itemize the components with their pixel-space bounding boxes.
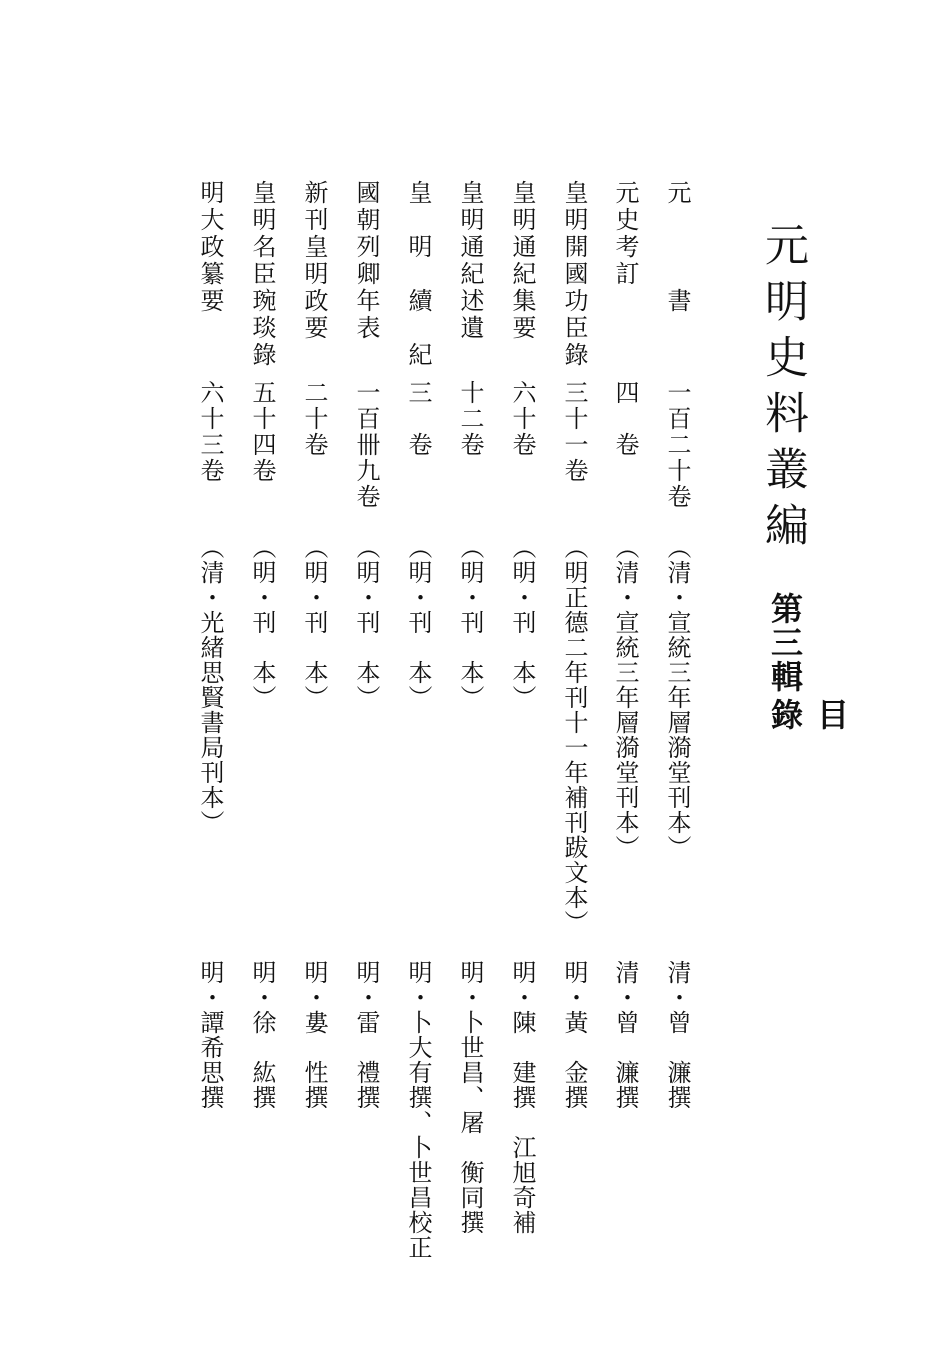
entry-volumes: 六十卷 bbox=[508, 380, 536, 458]
entry-author: 明・譚希思撰 bbox=[196, 960, 224, 1110]
entry-title: 皇明通紀集要 bbox=[508, 180, 536, 342]
entry-title: 皇明通紀述遺 bbox=[456, 180, 484, 342]
entry-author: 清・曾 濂撰 bbox=[611, 960, 639, 1110]
entry-author: 明・婁 性撰 bbox=[300, 960, 328, 1110]
toc-heading-char: 錄 bbox=[766, 698, 804, 730]
entry-column bbox=[453, 180, 487, 1300]
entry-column bbox=[297, 180, 331, 1300]
entry-volumes: 六十三卷 bbox=[196, 380, 224, 484]
entry-column bbox=[505, 180, 539, 1300]
entry-title: 元 書 bbox=[663, 180, 691, 315]
entry-author: 明・陳 建撰 江旭奇補 bbox=[508, 960, 536, 1235]
entry-title: 皇 明 續 紀 bbox=[404, 180, 432, 369]
entry-title: 皇明開國功臣錄 bbox=[560, 180, 588, 369]
entry-edition: （明・刊 本） bbox=[404, 535, 432, 710]
toc-heading bbox=[762, 698, 854, 790]
entry-column bbox=[401, 180, 435, 1300]
entry-volumes: 一百卌九卷 bbox=[352, 380, 380, 510]
entry-author: 明・卜大有撰、卜世昌校正 bbox=[404, 960, 432, 1260]
entry-column bbox=[349, 180, 383, 1300]
entry-edition: （清・光緒思賢書局刊本） bbox=[196, 535, 224, 835]
entry-edition: （明正德二年刊十一年補刊跋文本） bbox=[560, 535, 588, 935]
entry-column bbox=[608, 180, 642, 1300]
entry-volumes: 四 卷 bbox=[611, 380, 639, 458]
collection-title: 元明史料叢編 bbox=[757, 222, 808, 558]
entry-author: 明・徐 紘撰 bbox=[248, 960, 276, 1110]
entry-author: 明・卜世昌、屠 衡同撰 bbox=[456, 960, 484, 1235]
entry-edition: （明・刊 本） bbox=[456, 535, 484, 710]
entry-title: 新刊皇明政要 bbox=[300, 180, 328, 342]
entry-edition: （明・刊 本） bbox=[248, 535, 276, 710]
entry-title: 元史考訂 bbox=[611, 180, 639, 288]
entry-column bbox=[245, 180, 279, 1300]
entry-author: 明・雷 禮撰 bbox=[352, 960, 380, 1110]
volume-label: 第三輯 bbox=[766, 592, 804, 694]
entry-volumes: 一百二十卷 bbox=[663, 380, 691, 510]
entry-edition: （清・宣統三年層漪堂刊本） bbox=[663, 535, 691, 860]
entry-column bbox=[557, 180, 591, 1300]
entry-edition: （清・宣統三年層漪堂刊本） bbox=[611, 535, 639, 860]
entry-author: 清・曾 濂撰 bbox=[663, 960, 691, 1110]
entry-author: 明・黃 金撰 bbox=[560, 960, 588, 1110]
entry-title: 皇明名臣琬琰錄 bbox=[248, 180, 276, 369]
entry-edition: （明・刊 本） bbox=[300, 535, 328, 710]
entry-volumes: 十二卷 bbox=[456, 380, 484, 458]
entry-column bbox=[660, 180, 694, 1300]
entry-column bbox=[193, 180, 227, 1300]
entry-volumes: 三十一卷 bbox=[560, 380, 588, 484]
entry-title: 國朝列卿年表 bbox=[352, 180, 380, 342]
entry-volumes: 三 卷 bbox=[404, 380, 432, 458]
entry-edition: （明・刊 本） bbox=[352, 535, 380, 710]
entry-volumes: 五十四卷 bbox=[248, 380, 276, 484]
entry-title: 明大政纂要 bbox=[196, 180, 224, 315]
entry-edition: （明・刊 本） bbox=[508, 535, 536, 710]
entry-volumes: 二十卷 bbox=[300, 380, 328, 458]
toc-heading-char: 目 bbox=[812, 698, 850, 730]
